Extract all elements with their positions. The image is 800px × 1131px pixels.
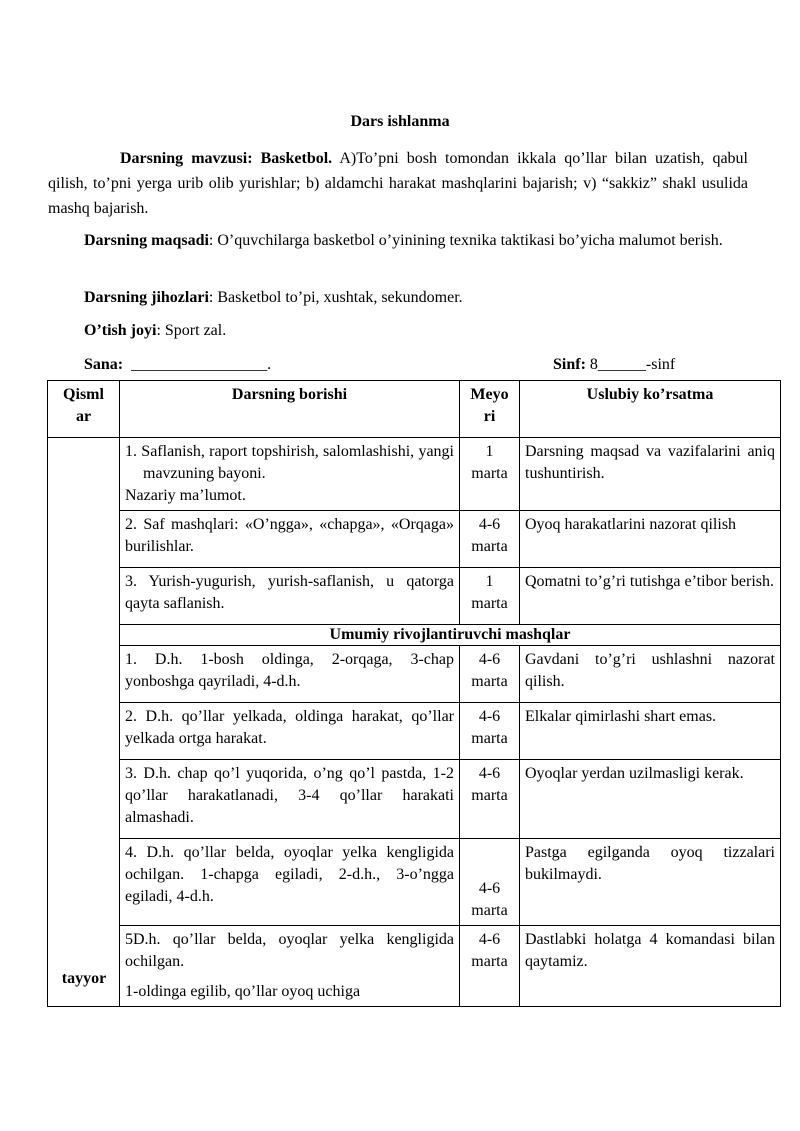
class-value: 8______-sinf bbox=[585, 356, 676, 373]
procedure-cell bbox=[120, 926, 460, 1007]
location-paragraph bbox=[48, 318, 748, 343]
table-row bbox=[48, 703, 781, 760]
lesson-goal-paragraph bbox=[48, 228, 748, 253]
table-row bbox=[48, 839, 781, 926]
guidance-cell: Oyoqlar yerdan uzilmasligi kerak. bbox=[520, 760, 781, 839]
norm-cell bbox=[460, 839, 520, 926]
goal-text: : O’quvchilarga basketbol o’yinining texnika taktikasi bo’yicha malumot berish. bbox=[208, 232, 723, 249]
class-label: Sinf: bbox=[553, 356, 586, 373]
norm-unit: marta bbox=[471, 787, 508, 804]
norm-count: 4-6 bbox=[478, 651, 501, 668]
norm-cell bbox=[460, 438, 520, 511]
date-value: _________________. bbox=[123, 356, 272, 373]
part-label: tayyor bbox=[61, 970, 107, 987]
norm-unit: marta bbox=[471, 902, 508, 919]
norm-count: 4-6 bbox=[478, 765, 501, 782]
header-procedure: Darsning borishi bbox=[120, 381, 460, 438]
guidance-cell: Elkalar qimirlashi shart emas. bbox=[520, 703, 781, 760]
norm-unit: marta bbox=[471, 595, 508, 612]
table-header-row bbox=[48, 381, 781, 438]
norm-unit: marta bbox=[471, 673, 508, 690]
norm-cell bbox=[460, 646, 520, 703]
guidance-cell: Dastlabki holatga 4 komandasi bilan qaytamiz. bbox=[520, 926, 781, 1007]
procedure-text-extra: 1-oldinga egilib, qo’llar oyoq uchiga bbox=[125, 983, 361, 1000]
norm-cell bbox=[460, 760, 520, 839]
norm-count: 1 bbox=[485, 573, 494, 590]
procedure-text: 5D.h. qo’llar belda, oyoqlar yelka kengligida ochilgan. bbox=[125, 931, 454, 970]
procedure-text: 1. Saflanish, raport topshirish, salomlashishi, yangi mavzuning bayoni. bbox=[125, 443, 454, 482]
part-cell bbox=[48, 438, 120, 1007]
procedure-cell: 2. Saf mashqlari: «O’ngga», «chapga», «Orqaga» burilishlar. bbox=[120, 511, 460, 568]
guidance-cell: Darsning maqsad va vazifalarini aniq tushuntirish. bbox=[520, 438, 781, 511]
lesson-topic-paragraph bbox=[48, 146, 748, 221]
norm-count: 4-6 bbox=[478, 516, 501, 533]
date-label: Sana: bbox=[84, 356, 124, 373]
goal-label: Darsning maqsadi bbox=[84, 232, 209, 249]
table-row bbox=[48, 760, 781, 839]
guidance-cell: Oyoq harakatlarini nazorat qilish bbox=[520, 511, 781, 568]
procedure-cell: 2. D.h. qo’llar yelkada, oldinga harakat, qo’llar yelkada ortga harakat. bbox=[120, 703, 460, 760]
norm-cell bbox=[460, 926, 520, 1007]
norm-count: 4-6 bbox=[478, 708, 501, 725]
section-title: Umumiy rivojlantiruvchi mashqlar bbox=[120, 625, 781, 646]
norm-count: 1 bbox=[485, 443, 494, 460]
location-text: : Sport zal. bbox=[156, 322, 227, 339]
guidance-cell: Qomatni to’g’ri tutishga e’tibor berish. bbox=[520, 568, 781, 625]
header-parts-line1: Qisml bbox=[63, 386, 104, 403]
procedure-cell: 3. Yurish-yugurish, yurish-saflanish, u qatorga qayta saflanish. bbox=[120, 568, 460, 625]
equipment-paragraph bbox=[48, 285, 748, 310]
procedure-cell bbox=[120, 438, 460, 511]
document-title: Dars ishlanma bbox=[350, 113, 450, 130]
table-row bbox=[48, 568, 781, 625]
header-norm-line2: ri bbox=[483, 408, 496, 425]
norm-cell bbox=[460, 703, 520, 760]
equipment-text: : Basketbol to’pi, xushtak, sekundomer. bbox=[208, 289, 463, 306]
norm-cell bbox=[460, 511, 520, 568]
header-parts-line2: ar bbox=[75, 408, 92, 425]
guidance-cell: Gavdani to’g’ri ushlashni nazorat qilish. bbox=[520, 646, 781, 703]
guidance-cell: Pastga egilganda oyoq tizzalari bukilmaydi. bbox=[520, 839, 781, 926]
table-row bbox=[48, 646, 781, 703]
table-row bbox=[48, 511, 781, 568]
location-label: O’tish joyi bbox=[84, 322, 157, 339]
table-row bbox=[48, 926, 781, 1007]
norm-count: 4-6 bbox=[478, 931, 501, 948]
topic-text: A)To’pni bosh tomondan ikkala qo’llar bilan uzatish, qabul qilish, to’pni yerga urib olib yurishlar; b) aldamchi harakat mashqlarini bajarish; v) “sakkiz” shakl usulida mashq bajarish. bbox=[48, 150, 748, 217]
table-row bbox=[48, 438, 781, 511]
norm-unit: marta bbox=[471, 730, 508, 747]
header-norm-line1: Meyo bbox=[470, 386, 509, 403]
procedure-text-extra: Nazariy ma’lumot. bbox=[125, 487, 246, 504]
norm-unit: marta bbox=[471, 465, 508, 482]
class-line bbox=[553, 352, 675, 377]
section-row bbox=[48, 625, 781, 646]
header-guidance: Uslubiy ko’rsatma bbox=[520, 381, 781, 438]
header-parts bbox=[48, 381, 120, 438]
header-norm bbox=[460, 381, 520, 438]
norm-count: 4-6 bbox=[478, 880, 501, 897]
norm-unit: marta bbox=[471, 538, 508, 555]
topic-label: Darsning mavzusi: Basketbol. bbox=[120, 150, 333, 167]
procedure-cell: 1. D.h. 1-bosh oldinga, 2-orqaga, 3-chap yonboshga qayriladi, 4-d.h. bbox=[120, 646, 460, 703]
lesson-plan-table bbox=[47, 380, 781, 1007]
norm-cell bbox=[460, 568, 520, 625]
procedure-cell: 4. D.h. qo’llar belda, oyoqlar yelka kengligida ochilgan. 1-chapga egiladi, 2-d.h., 3-o’ngga egiladi, 4-d.h. bbox=[120, 839, 460, 926]
procedure-cell: 3. D.h. chap qo’l yuqorida, o’ng qo’l pastda, 1-2 qo’llar harakatlanadi, 3-4 qo’llar harakati almashadi. bbox=[120, 760, 460, 839]
norm-unit: marta bbox=[471, 953, 508, 970]
equipment-label: Darsning jihozlari bbox=[84, 289, 209, 306]
